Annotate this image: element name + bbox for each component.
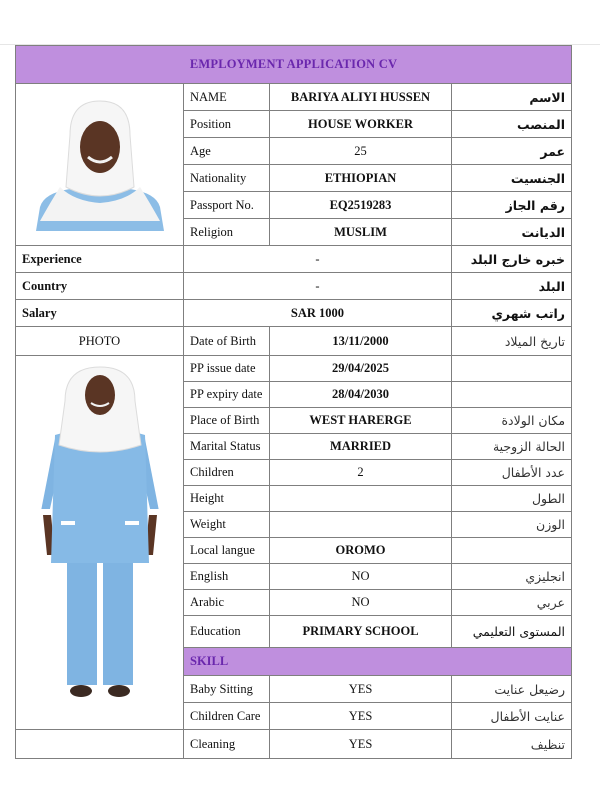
field-value-education: PRIMARY SCHOOL <box>270 616 452 648</box>
field-value-dob: 13/11/2000 <box>270 327 452 356</box>
field-label-local-language: Local langue <box>184 538 270 564</box>
field-value-passport: EQ2519283 <box>270 192 452 219</box>
field-ar-dob: تاريخ الميلاد <box>452 327 572 356</box>
field-value-place-of-birth: WEST HARERGE <box>270 408 452 434</box>
field-value-weight <box>270 512 452 538</box>
field-value-religion: MUSLIM <box>270 219 452 246</box>
field-label-weight: Weight <box>184 512 270 538</box>
field-value-marital-status: MARRIED <box>270 434 452 460</box>
field-value-age: 25 <box>270 138 452 165</box>
field-value-pp-expiry: 28/04/2030 <box>270 382 452 408</box>
skill-value-cleaning: YES <box>270 730 452 759</box>
field-label-age: Age <box>184 138 270 165</box>
field-ar-height: الطول <box>452 486 572 512</box>
field-ar-pp-expiry <box>452 382 572 408</box>
field-label-pp-expiry: PP expiry date <box>184 382 270 408</box>
field-ar-education: المستوى التعليمي <box>452 616 572 648</box>
field-label-position: Position <box>184 111 270 138</box>
field-value-local-language: OROMO <box>270 538 452 564</box>
field-label-place-of-birth: Place of Birth <box>184 408 270 434</box>
skill-ar-children-care: عنايت الأطفال <box>452 703 572 730</box>
field-value-salary: SAR 1000 <box>184 300 452 327</box>
photo-label: PHOTO <box>16 327 184 356</box>
field-ar-position: المنصب <box>452 111 572 138</box>
full-body-photo <box>16 356 184 730</box>
cv-table <box>15 45 572 759</box>
skill-ar-baby-sitting: رضيعل عنايت <box>452 676 572 703</box>
field-label-nationality: Nationality <box>184 165 270 192</box>
field-label-passport: Passport No. <box>184 192 270 219</box>
field-label-religion: Religion <box>184 219 270 246</box>
field-value-arabic: NO <box>270 590 452 616</box>
field-ar-english: انجليزي <box>452 564 572 590</box>
headshot-photo <box>16 84 184 246</box>
field-value-name: BARIYA ALIYI HUSSEN <box>270 84 452 111</box>
field-ar-salary: راتب شهري <box>452 300 572 327</box>
field-ar-age: عمر <box>452 138 572 165</box>
field-ar-pp-issue <box>452 356 572 382</box>
field-label-education: Education <box>184 616 270 648</box>
field-ar-arabic: عربي <box>452 590 572 616</box>
field-label-dob: Date of Birth <box>184 327 270 356</box>
field-value-children: 2 <box>270 460 452 486</box>
field-ar-children: عدد الأطفال <box>452 460 572 486</box>
field-label-height: Height <box>184 486 270 512</box>
skill-ar-cleaning: تنظيف <box>452 730 572 759</box>
field-label-name: NAME <box>184 84 270 111</box>
field-value-position: HOUSE WORKER <box>270 111 452 138</box>
field-value-pp-issue: 29/04/2025 <box>270 356 452 382</box>
field-ar-place-of-birth: مكان الولادة <box>452 408 572 434</box>
field-label-salary: Salary <box>16 300 184 327</box>
field-ar-marital-status: الحالة الزوجية <box>452 434 572 460</box>
field-ar-country: البلد <box>452 273 572 300</box>
field-value-experience: - <box>184 246 452 273</box>
skill-value-baby-sitting: YES <box>270 676 452 703</box>
field-ar-weight: الوزن <box>452 512 572 538</box>
field-label-children: Children <box>184 460 270 486</box>
field-label-experience: Experience <box>16 246 184 273</box>
field-ar-passport: رقم الجاز <box>452 192 572 219</box>
field-ar-religion: الديانت <box>452 219 572 246</box>
skill-label-cleaning: Cleaning <box>184 730 270 759</box>
field-value-nationality: ETHIOPIAN <box>270 165 452 192</box>
skill-value-children-care: YES <box>270 703 452 730</box>
skill-label-baby-sitting: Baby Sitting <box>184 676 270 703</box>
skill-heading: SKILL <box>184 648 572 676</box>
field-label-country: Country <box>16 273 184 300</box>
field-label-english: English <box>184 564 270 590</box>
field-ar-name: الاسم <box>452 84 572 111</box>
field-label-marital-status: Marital Status <box>184 434 270 460</box>
field-label-pp-issue: PP issue date <box>184 356 270 382</box>
cv-title: EMPLOYMENT APPLICATION CV <box>16 46 572 84</box>
field-value-country: - <box>184 273 452 300</box>
skill-label-children-care: Children Care <box>184 703 270 730</box>
field-ar-local-language <box>452 538 572 564</box>
field-label-arabic: Arabic <box>184 590 270 616</box>
field-value-height <box>270 486 452 512</box>
field-ar-experience: خبره خارج البلد <box>452 246 572 273</box>
field-ar-nationality: الجنسيت <box>452 165 572 192</box>
field-value-english: NO <box>270 564 452 590</box>
